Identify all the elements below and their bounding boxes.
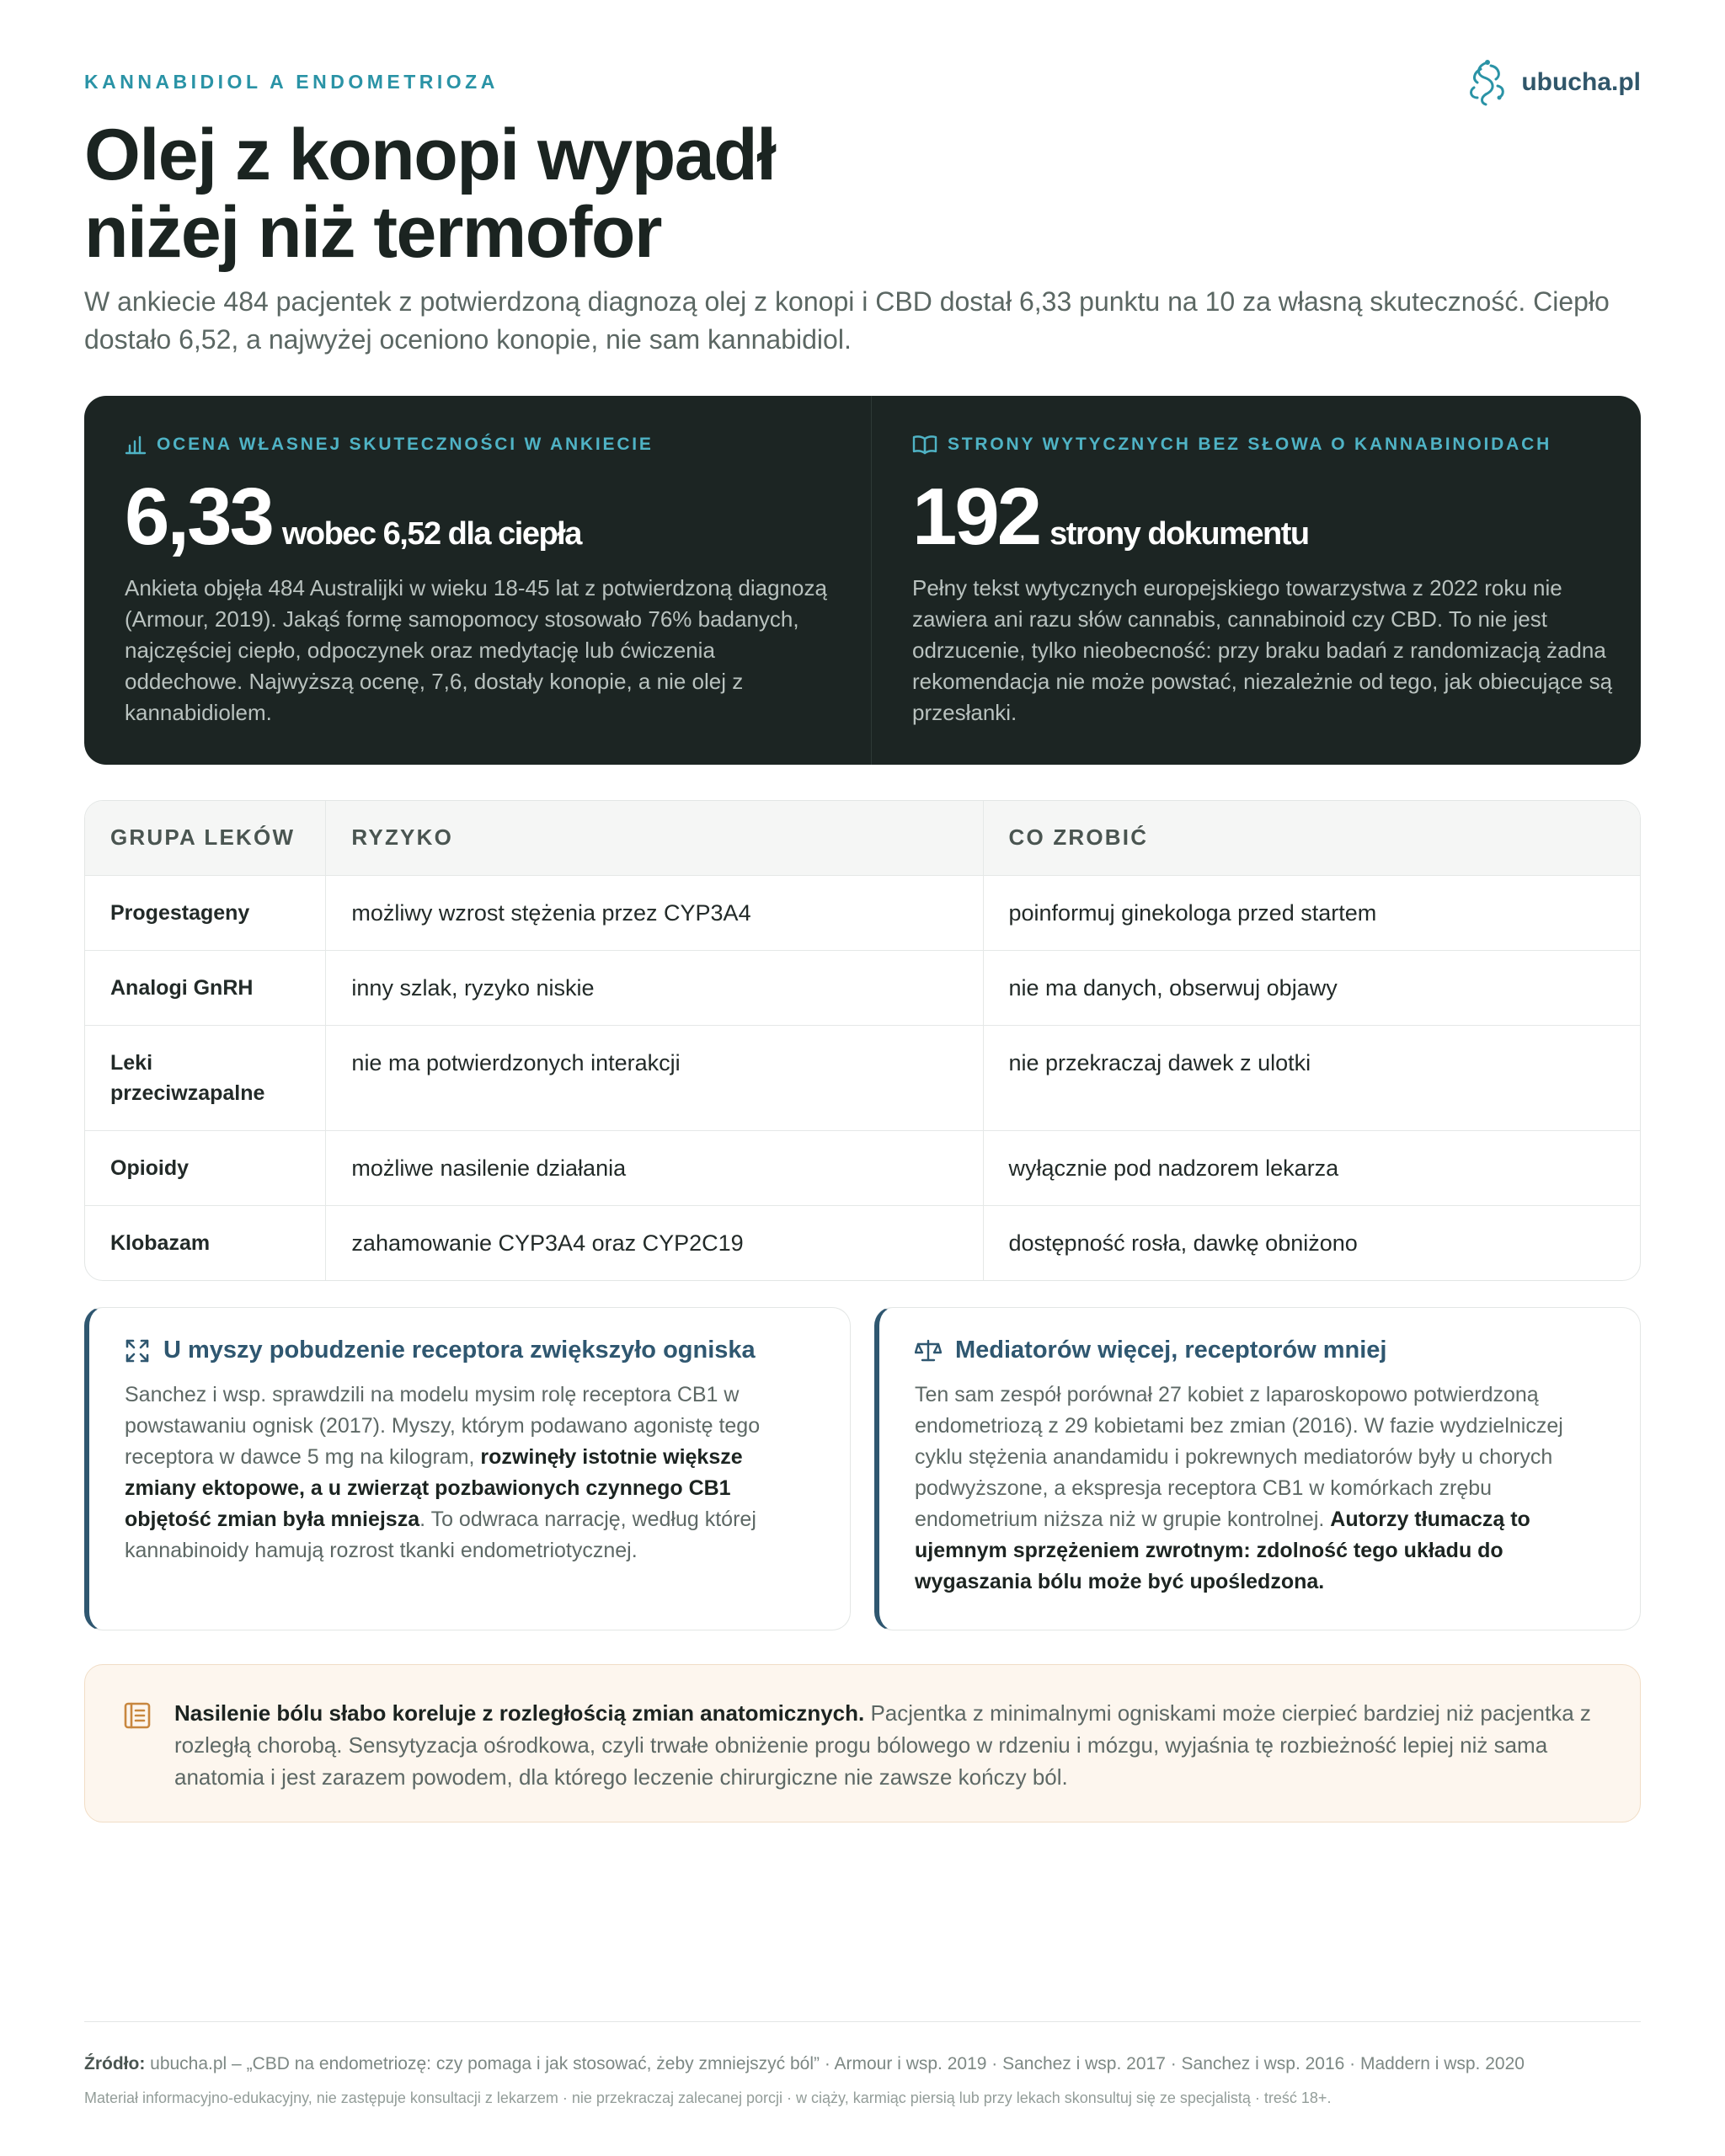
logo[interactable] — [1466, 57, 1641, 108]
stat-description: Ankieta objęła 484 Australijki w wieku 18-45 lat z potwierdzoną diagnozą (Armour, 2019). Jakąś formę samopomocy stosowało 76% badanych, najczęściej ciepło, odpoczynek oraz medytację lub ćwiczenia oddechowe. Najwyższą ocenę, 7,6, dostały konopie, a nie olej z kannabidiolem. — [125, 575, 827, 725]
cell-drug-group: Progestageny — [85, 875, 326, 950]
kicker: KANNABIDIOL A ENDOMETRIOZA — [84, 71, 499, 93]
callout-card-mediators — [874, 1307, 1641, 1630]
cell-action: poinformuj ginekologa przed startem — [983, 875, 1640, 950]
title-line-1: Olej z konopi wypadł — [84, 115, 776, 195]
note-body: Pacjentka z minimalnymi ogniskami może cierpieć bardziej niż pacjentka z rozległą chorobą. Sensytyzacja ośrodkowa, czyli trwałe obniżenie progu bólowego w rdzeniu i mózgu, wyjaśnia tę rozbieżność lepiej niż sama anatomia i jest zarazem powodem, dla którego leczenie chirurgiczne nie zawsze kończy ból. — [174, 1700, 1591, 1790]
column-header-risk: RYZYKO — [326, 801, 983, 875]
cell-risk: możliwe nasilenie działania — [326, 1130, 983, 1205]
stat-description: Pełny tekst wytycznych europejskiego towarzystwa z 2022 roku nie zawiera ani razu słów cannabis, cannabinoid czy CBD. To nie jest odrzucenie, tylko nieobecność: przy braku badań z randomizacją żadna rekomendacja nie może powstać, niezależnie od tego, jak obiecujące są przesłanki. — [912, 575, 1613, 725]
table-header-row — [85, 801, 1640, 875]
document-list-icon — [122, 1700, 152, 1731]
stat-big-number: 192 — [912, 472, 1040, 562]
cell-drug-group: Analogi GnRH — [85, 950, 326, 1025]
source-line — [84, 2054, 1641, 2074]
stats-panel — [84, 396, 1641, 765]
card-heading — [915, 1337, 1606, 1364]
cell-action: dostępność rosła, dawkę obniżono — [983, 1205, 1640, 1280]
card-body-text: Sanchez i wsp. sprawdzili na modelu mysim rolę receptora CB1 w powstawaniu ognisk (2017). Myszy, którym podawano agonistę tego receptora w dawce 5 mg na kilogram, — [125, 1383, 761, 1469]
footer — [84, 2021, 1641, 2107]
stat-unit: wobec 6,52 dla ciepła — [281, 516, 581, 552]
column-header-action: CO ZROBIĆ — [983, 801, 1640, 875]
expand-arrows-icon — [125, 1338, 150, 1364]
cell-action: nie ma danych, obserwuj objawy — [983, 950, 1640, 1025]
card-body-text-end: . To odwraca narrację, według której kannabinoidy hamują rozrost tkanki endometriotycznej. — [125, 1508, 756, 1562]
cell-drug-group: Opioidy — [85, 1130, 326, 1205]
cell-risk: zahamowanie CYP3A4 oraz CYP2C19 — [326, 1205, 983, 1280]
card-body — [125, 1380, 816, 1566]
table-row — [85, 1205, 1640, 1280]
cell-action: wyłącznie pod nadzorem lekarza — [983, 1130, 1640, 1205]
note-text — [174, 1697, 1603, 1822]
stat-label-text: OCENA WŁASNEJ SKUTECZNOŚCI W ANKIECIE — [157, 435, 654, 454]
card-body — [915, 1380, 1606, 1598]
card-body-emphasis: Autorzy tłumaczą to ujemnym sprzężeniem zwrotnym: zdolność tego układu do wygaszania bólu może być upośledzona. — [915, 1508, 1530, 1593]
logo-text: ubucha.pl — [1521, 68, 1641, 96]
note-emphasis: Nasilenie bólu słabo koreluje z rozległością zmian anatomicznych. — [174, 1700, 865, 1726]
title-line-2: niżej niż termofor — [84, 192, 661, 273]
card-title: Mediatorów więcej, receptorów mniej — [955, 1337, 1387, 1364]
balance-scale-icon — [915, 1338, 942, 1364]
card-body-emphasis: rozwinęły istotnie większe zmiany ektopowe, a u zwierząt pozbawionych czynnego CB1 objętość zmian była mniejsza — [125, 1445, 743, 1531]
stat-big-number: 6,33 — [125, 472, 272, 562]
card-title: U myszy pobudzenie receptora zwiększyło ogniska — [163, 1337, 756, 1364]
cell-drug-group: Leki przeciwzapalne — [85, 1025, 326, 1130]
stat-label — [125, 435, 832, 455]
table-row — [85, 875, 1640, 950]
bar-chart-icon — [125, 435, 147, 455]
source-label: Źródło: — [84, 2054, 146, 2073]
note-box — [84, 1664, 1641, 1822]
callout-card-mice-study — [84, 1307, 851, 1630]
stat-self-rating — [84, 396, 871, 765]
stat-figure — [125, 472, 832, 562]
table-row — [85, 1025, 1640, 1130]
cell-risk: nie ma potwierdzonych interakcji — [326, 1025, 983, 1130]
infographic-page — [84, 0, 1641, 2156]
cell-risk: inny szlak, ryzyko niskie — [326, 950, 983, 1025]
cell-risk: możliwy wzrost stężenia przez CYP3A4 — [326, 875, 983, 950]
page-title — [84, 116, 776, 271]
stat-label-text: STRONY WYTYCZNYCH BEZ SŁOWA O KANNABINOIDACH — [948, 435, 1552, 454]
cell-action: nie przekraczaj dawek z ulotki — [983, 1025, 1640, 1130]
leaf-swirl-icon — [1466, 57, 1509, 108]
open-book-icon — [912, 435, 937, 455]
card-body-text: Ten sam zespół porównał 27 kobiet z laparoskopowo potwierdzoną endometriozą z 29 kobietami bez zmian (2016). W fazie wydzielniczej cyklu stężenia anandamidu i pokrewnych mediatorów były u chorych podwyższone, a ekspresja receptora CB1 w komórkach zrębu endometrium niższa niż w grupie kontrolnej. — [915, 1383, 1563, 1531]
column-header-drug-group: GRUPA LEKÓW — [85, 801, 326, 875]
disclaimer: Materiał informacyjno-edukacyjny, nie zastępuje konsultacji z lekarzem · nie przekraczaj zalecanej porcji · w ciąży, karmiąc piersią lub przy lekach skonsultuj się ze specjalistą · treść 18+. — [84, 2089, 1332, 2106]
lede-paragraph: W ankiecie 484 pacjentek z potwierdzoną diagnozą olej z konopi i CBD dostał 6,33 punktu na 10 za własną skuteczność. Ciepło dostało 6,52, a najwyżej oceniono konopie, nie sam kannabidiol. — [84, 286, 1610, 355]
card-heading — [125, 1337, 816, 1364]
source-text: ubucha.pl – „CBD na endometriozę: czy pomaga i jak stosować, żeby zmniejszyć ból” · Armour i wsp. 2019 · Sanchez i wsp. 2017 · Sanchez i wsp. 2016 · Maddern i wsp. 2020 — [145, 2054, 1525, 2073]
cell-drug-group: Klobazam — [85, 1205, 326, 1280]
table-row — [85, 950, 1640, 1025]
table-row — [85, 1130, 1640, 1205]
drug-interaction-table — [84, 800, 1641, 1281]
stat-guideline-pages — [871, 396, 1658, 765]
stat-figure — [912, 472, 1620, 562]
stat-label — [912, 435, 1620, 455]
stat-unit: strony dokumentu — [1049, 516, 1309, 552]
